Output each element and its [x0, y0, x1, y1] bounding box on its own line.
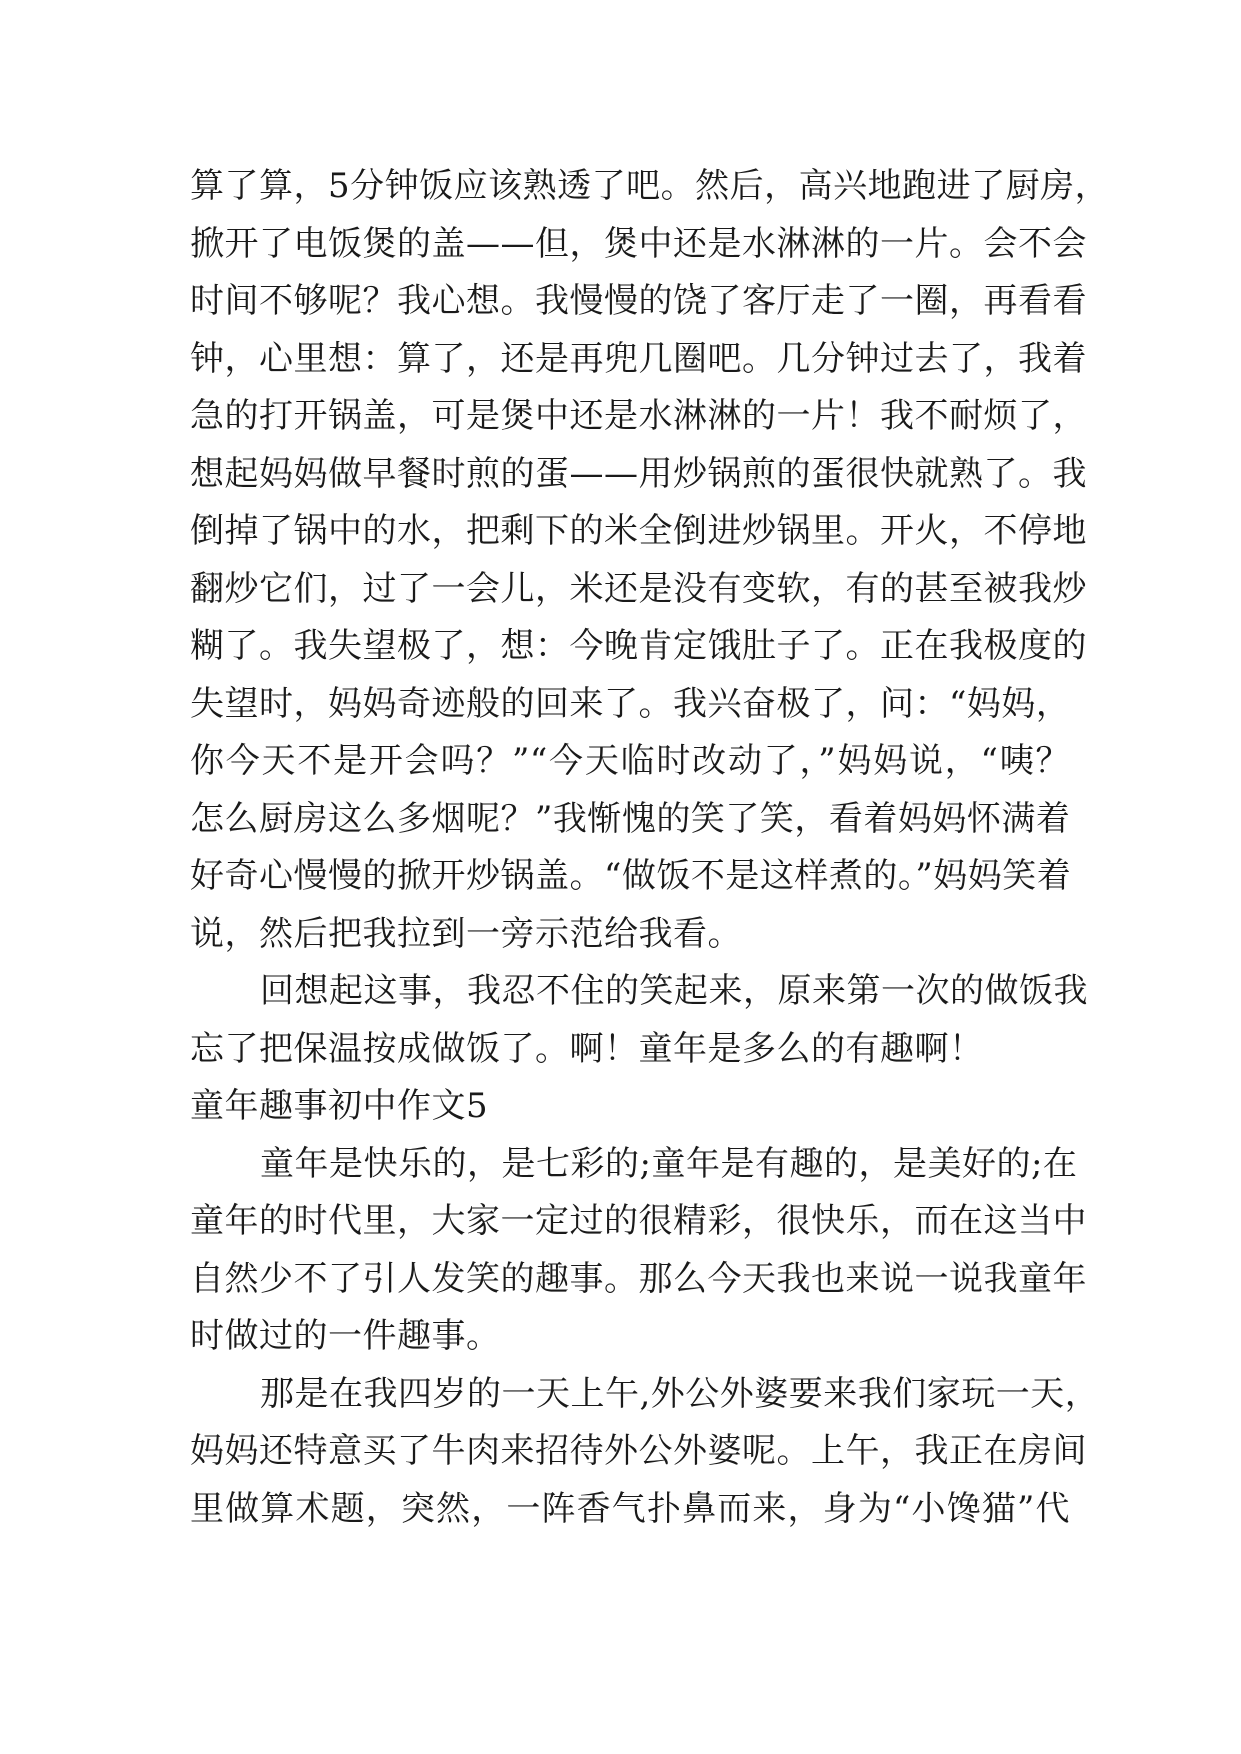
- text-line: 回想起这事，我忍不住的笑起来，原来第一次的做饭我: [260, 971, 1088, 1011]
- text-line: 怎么厨房这么多烟呢？”我惭愧的笑了笑，看着妈妈怀满着: [190, 798, 1071, 839]
- text-line: 那是在我四岁的一天上午,外公外婆要来我们家玩一天，: [260, 1373, 1100, 1414]
- text-line: 想起妈妈做早餐时煎的蛋——用炒锅煎的蛋很快就熟了。我: [190, 453, 1087, 494]
- text-line: 你今天不是开会吗？”“今天临时改动了，”妈妈说，“咦？: [190, 741, 1070, 781]
- text-line: 童年的时代里，大家一定过的很精彩，很快乐，而在这当中: [190, 1201, 1087, 1241]
- text-line: 算了算，5分钟饭应该熟透了吧。然后，高兴地跑进了厨房，: [190, 166, 1110, 206]
- text-line: 急的打开锅盖，可是煲中还是水淋淋的一片！我不耐烦了，: [190, 396, 1087, 436]
- text-line: 掀开了电饭煲的盖——但，煲中还是水淋淋的一片。会不会: [190, 223, 1087, 264]
- text-line: 翻炒它们，过了一会儿，米还是没有变软，有的甚至被我炒: [190, 568, 1087, 609]
- text-line: 失望时，妈妈奇迹般的回来了。我兴奋极了，问：“妈妈，: [190, 683, 1071, 724]
- text-line: 倒掉了锅中的水，把剩下的米全倒进炒锅里。开火，不停地: [190, 511, 1087, 551]
- text-line: 糊了。我失望极了，想：今晚肯定饿肚子了。正在我极度的: [190, 626, 1087, 666]
- document-body: [190, 158, 1110, 1538]
- text-line: 时间不够呢？我心想。我慢慢的饶了客厅走了一圈，再看看: [190, 281, 1087, 321]
- text-line: 钟，心里想：算了，还是再兜几圈吧。几分钟过去了，我着: [190, 338, 1087, 379]
- text-line: 好奇心慢慢的掀开炒锅盖。“做饭不是这样煮的。”妈妈笑着: [190, 856, 1072, 896]
- text-line: 自然少不了引人发笑的趣事。那么今天我也来说一说我童年: [190, 1258, 1087, 1299]
- text-line: 忘了把保温按成做饭了。啊！童年是多么的有趣啊！: [190, 1028, 984, 1069]
- text-line: 说，然后把我拉到一旁示范给我看。: [190, 913, 742, 954]
- text-line: 里做算术题，突然，一阵香气扑鼻而来，身为“小馋猫”代: [190, 1488, 1070, 1529]
- section-heading: 童年趣事初中作文5: [190, 1086, 489, 1126]
- text-line: 妈妈还特意买了牛肉来招待外公外婆呢。上午，我正在房间: [190, 1431, 1087, 1471]
- text-line: 时做过的一件趣事。: [190, 1316, 501, 1356]
- text-line: 童年是快乐的，是七彩的;童年是有趣的，是美好的;在: [260, 1143, 1078, 1184]
